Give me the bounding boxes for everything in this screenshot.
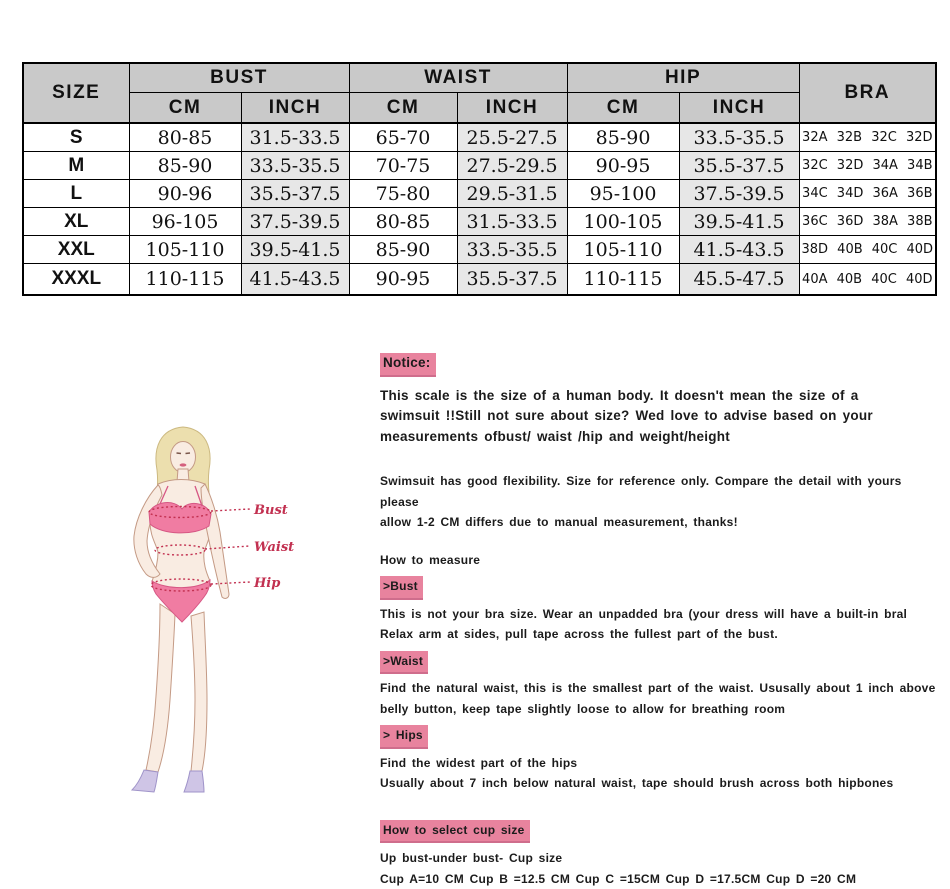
bust-inch: 33.5-35.5 <box>241 152 349 180</box>
bust-leader-line <box>211 509 250 511</box>
left-leg-shape <box>146 604 175 772</box>
bra-sizes: 34C 34D 36A 36B <box>799 180 936 208</box>
bust-cm: 110-115 <box>129 264 241 296</box>
notes-column <box>380 353 940 889</box>
right-shoe-shape <box>184 771 204 792</box>
hip-cm: 85-90 <box>567 123 679 152</box>
bust-inch: 35.5-37.5 <box>241 180 349 208</box>
hip-inch: 41.5-43.5 <box>679 236 799 264</box>
bust-tag-highlight: >Bust <box>380 576 423 600</box>
measurement-figure <box>98 424 298 799</box>
col-header-waist: WAIST <box>349 63 567 93</box>
bust-tag <box>380 576 940 600</box>
notice-line: measurements ofbust/ waist /hip and weight/height <box>380 428 731 444</box>
table-row <box>23 123 936 152</box>
cup-size-heading <box>380 820 940 844</box>
waist-instruction: belly button, keep tape slightly loose to allow for breathing room <box>380 701 786 716</box>
bust-cm: 105-110 <box>129 236 241 264</box>
waist-inch: 29.5-31.5 <box>457 180 567 208</box>
subheader-waist-cm: CM <box>349 93 457 124</box>
waist-inch: 25.5-27.5 <box>457 123 567 152</box>
hip-inch: 33.5-35.5 <box>679 123 799 152</box>
table-row <box>23 180 936 208</box>
cup-size-line: Up bust-under bust- Cup size <box>380 851 563 866</box>
bust-inch: 41.5-43.5 <box>241 264 349 296</box>
hips-tag <box>380 725 940 749</box>
col-header-hip: HIP <box>567 63 799 93</box>
hip-cm: 95-100 <box>567 180 679 208</box>
waist-cm: 90-95 <box>349 264 457 296</box>
bust-inch: 37.5-39.5 <box>241 208 349 236</box>
notice-line: swimsuit !!Still not sure about size? Wed love to advise based on your <box>380 408 873 424</box>
waist-cm: 85-90 <box>349 236 457 264</box>
bust-cm: 80-85 <box>129 123 241 152</box>
size-label: XL <box>23 208 129 236</box>
waist-cm: 80-85 <box>349 208 457 236</box>
bra-sizes: 36C 36D 38A 38B <box>799 208 936 236</box>
how-to-measure-heading: How to measure <box>380 552 481 567</box>
size-label: XXL <box>23 236 129 264</box>
bust-label: Bust <box>254 503 288 518</box>
hips-tag-highlight: > Hips <box>380 725 428 749</box>
bust-instruction: Relax arm at sides, pull tape across the fullest part of the bust. <box>380 627 778 642</box>
bra-sizes: 38D 40B 40C 40D <box>799 236 936 264</box>
notice-heading-highlight: Notice: <box>380 353 436 377</box>
waist-cm: 75-80 <box>349 180 457 208</box>
size-label: L <box>23 180 129 208</box>
left-shoe-shape <box>132 770 158 792</box>
waist-inch: 35.5-37.5 <box>457 264 567 296</box>
bra-sizes: 32A 32B 32C 32D <box>799 123 936 152</box>
hip-cm: 90-95 <box>567 152 679 180</box>
waist-inch: 33.5-35.5 <box>457 236 567 264</box>
table-row <box>23 152 936 180</box>
hip-inch: 45.5-47.5 <box>679 264 799 296</box>
bust-cm: 90-96 <box>129 180 241 208</box>
waist-instruction: Find the natural waist, this is the smallest part of the waist. Ususally about 1 inch above <box>380 681 936 696</box>
col-header-bust: BUST <box>129 63 349 93</box>
bust-cm: 96-105 <box>129 208 241 236</box>
waist-cm: 70-75 <box>349 152 457 180</box>
face-shape <box>171 442 196 473</box>
hips-instruction: Usually about 7 inch below natural waist, tape should brush across both hipbones <box>380 776 894 791</box>
size-label: S <box>23 123 129 152</box>
hip-cm: 110-115 <box>567 264 679 296</box>
hip-leader-line <box>211 582 250 584</box>
size-label: M <box>23 152 129 180</box>
table-row <box>23 208 936 236</box>
notice-line: This scale is the size of a human body. It doesn't mean the size of a <box>380 387 859 403</box>
bra-sizes: 40A 40B 40C 40D <box>799 264 936 296</box>
bra-sizes: 32C 32D 34A 34B <box>799 152 936 180</box>
col-header-size: SIZE <box>23 63 129 123</box>
hip-inch: 39.5-41.5 <box>679 208 799 236</box>
waist-inch: 27.5-29.5 <box>457 152 567 180</box>
waist-tag <box>380 651 940 675</box>
right-leg-shape <box>191 612 207 771</box>
col-header-bra: BRA <box>799 63 936 123</box>
cup-size-heading-highlight: How to select cup size <box>380 820 530 844</box>
subheader-waist-inch: INCH <box>457 93 567 124</box>
bust-instruction: This is not your bra size. Wear an unpadded bra (your dress will have a built-in bral <box>380 606 908 621</box>
hip-inch: 35.5-37.5 <box>679 152 799 180</box>
size-chart-table <box>22 62 937 296</box>
lips-shape <box>180 463 187 466</box>
woman-sketch-illustration <box>98 424 298 799</box>
hip-cm: 105-110 <box>567 236 679 264</box>
flexibility-line: allow 1-2 CM differs due to manual measurement, thanks! <box>380 515 738 530</box>
hip-inch: 37.5-39.5 <box>679 180 799 208</box>
hip-label: Hip <box>254 576 281 591</box>
bust-inch: 31.5-33.5 <box>241 123 349 152</box>
bust-cm: 85-90 <box>129 152 241 180</box>
hip-cm: 100-105 <box>567 208 679 236</box>
hips-instruction: Find the widest part of the hips <box>380 755 578 770</box>
table-row <box>23 264 936 296</box>
notice-heading <box>380 353 940 377</box>
cup-size-line: Cup A=10 CM Cup B =12.5 CM Cup C =15CM Cup D =17.5CM Cup D =20 CM <box>380 871 857 886</box>
waist-label: Waist <box>254 540 295 555</box>
waist-tag-highlight: >Waist <box>380 651 428 675</box>
flexibility-line: Swimsuit has good flexibility. Size for reference only. Compare the detail with yours please <box>380 474 902 509</box>
size-label: XXXL <box>23 264 129 296</box>
subheader-bust-inch: INCH <box>241 93 349 124</box>
bust-inch: 39.5-41.5 <box>241 236 349 264</box>
table-row <box>23 236 936 264</box>
waist-cm: 65-70 <box>349 123 457 152</box>
subheader-bust-cm: CM <box>129 93 241 124</box>
waist-inch: 31.5-33.5 <box>457 208 567 236</box>
subheader-hip-inch: INCH <box>679 93 799 124</box>
subheader-hip-cm: CM <box>567 93 679 124</box>
